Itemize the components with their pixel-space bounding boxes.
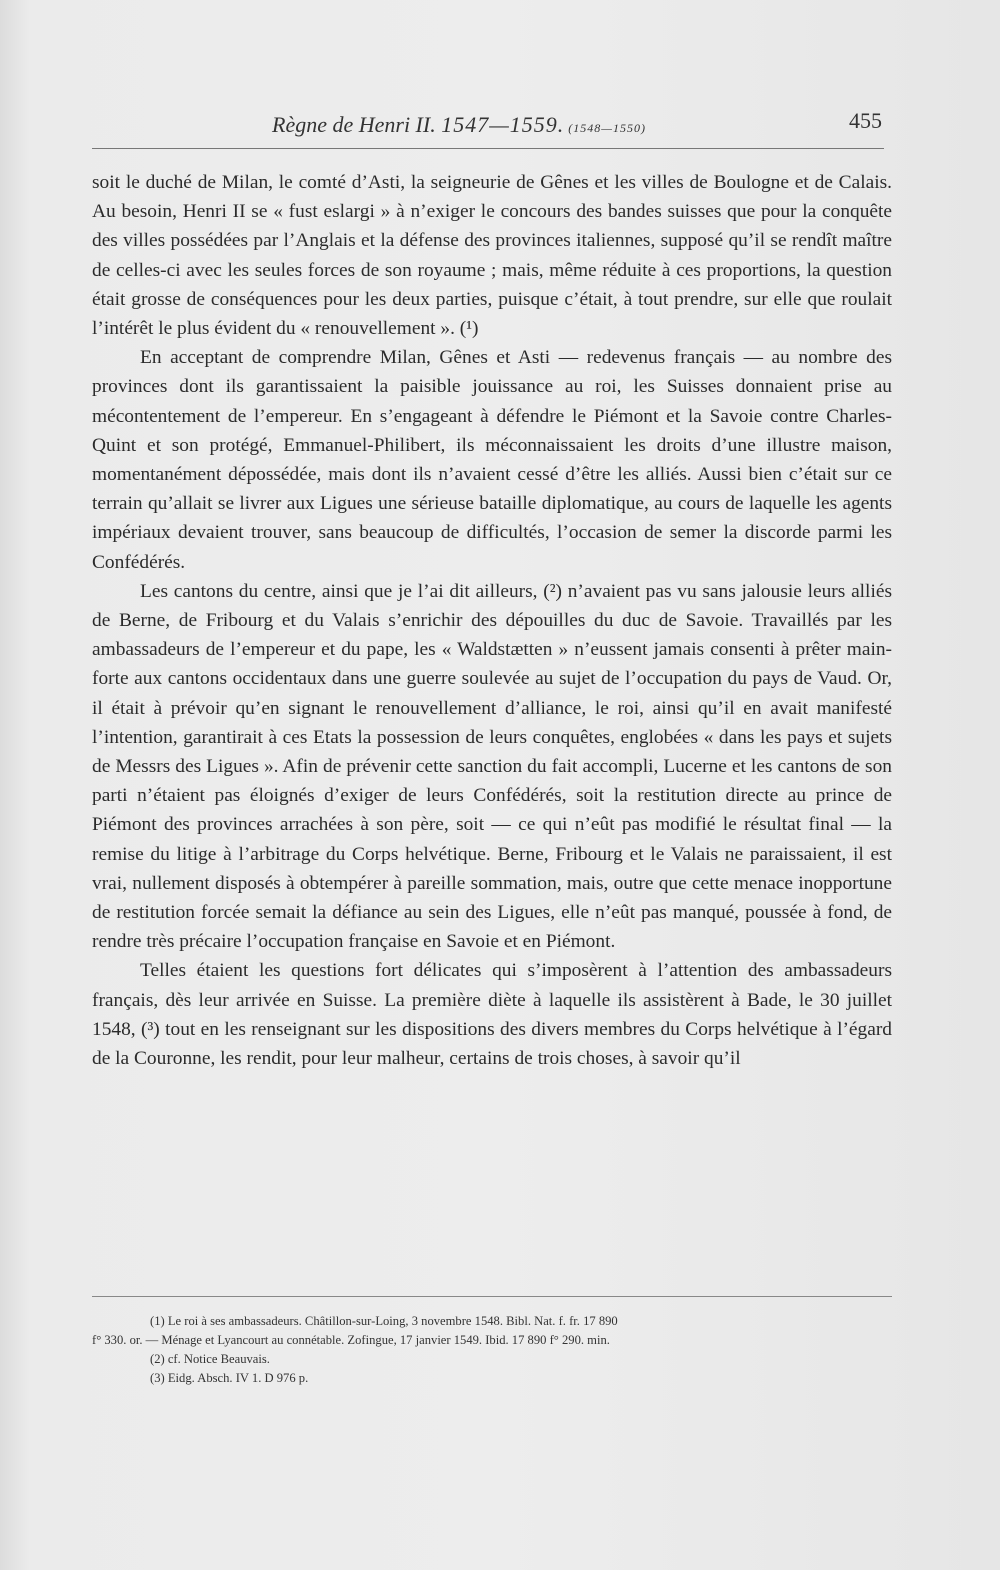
footnotes (92, 1312, 910, 1388)
footnote-rule (92, 1296, 892, 1297)
page-number: 455 (849, 108, 882, 133)
footnote-1: (1) Le roi à ses ambassadeurs. Châtillon-sur-Loing, 3 novembre 1548. Bibl. Nat. f. fr. 17 890 (150, 1314, 618, 1328)
footnote-2: (2) cf. Notice Beauvais. (150, 1352, 270, 1366)
footnote-3: (3) Eidg. Absch. IV 1. D 976 p. (150, 1371, 309, 1385)
body-text (92, 168, 892, 1073)
running-title-years: 1547—1559. (441, 112, 565, 137)
header-rule (92, 148, 884, 149)
page-header (92, 104, 882, 144)
running-title-range: (1548—1550) (564, 121, 646, 135)
paragraph-3: Les cantons du centre, ainsi que je l’ai dit ailleurs, (²) n’avaient pas vu sans jalousie leurs alliés de Berne, de Fribourg et du Valais s’enrichir des dépouilles du duc de Savoie. Travaillés par les ambassadeurs de l’empereur et du pape, les « Waldstætten » n’eussent jamais consenti à prêter main-forte aux cantons occidentaux dans une guerre soulevée au sujet de l’occupation du pays de Vaud. Or, il était à prévoir qu’en signant le renouvellement d’alliance, le roi, ainsi qu’il en avait manifesté l’intention, garantirait à ces Etats la possession de leurs conquêtes, englobées « dans les pays et sujets de Messrs des Ligues ». Afin de prévenir cette sanction du fait accompli, Lucerne et les cantons de son parti n’étaient pas éloignés d’exiger de leurs Confédérés, soit la restitution directe au prince de Piémont des provinces arrachées à son père, soit — ce qui n’eût pas modifié le résultat final — la remise du litige à l’arbitrage du Corps helvétique. Berne, Fribourg et le Valais ne paraissaient, il est vrai, nullement disposés à obtempérer à pareille sommation, mais, outre que cette menace inopportune de restitution forcée semait la défiance au sein des Ligues, elle n’eût pas manqué, poussée à fond, de rendre très précaire l’occupation française en Savoie et en Piémont. (92, 580, 892, 953)
paragraph-4: Telles étaient les questions fort délicates qui s’imposèrent à l’attention des ambassadeurs français, dès leur arrivée en Suisse. La première diète à laquelle ils assistèrent à Bade, le 30 juillet 1548, (³) tout en les renseignant sur les dispositions des divers membres du Corps helvétique à l’égard de la Couronne, les rendit, pour leur malheur, certains de trois choses, à savoir qu’il (92, 960, 892, 1070)
running-title (272, 112, 646, 138)
footnote-1-continuation: f° 330. or. — Ménage et Lyancourt au connétable. Zofingue, 17 janvier 1549. Ibid. 17 890 f° 290. min. (92, 1333, 610, 1347)
running-title-main: Règne de Henri II. (272, 112, 442, 137)
paragraph-2: En acceptant de comprendre Milan, Gênes et Asti — redevenus français — au nombre des provinces dont ils garantissaient la paisible jouissance au roi, les Suisses donnaient prise au mécontentement de l’empereur. En s’engageant à défendre le Piémont et la Savoie contre Charles-Quint et son protégé, Emmanuel-Philibert, ils méconnaissaient les droits d’une illustre maison, momentanément dépossédée, mais dont ils n’avaient cessé d’être les alliés. Aussi bien c’était sur ce terrain qu’allait se livrer aux Ligues une sérieuse bataille diplomatique, au cours de laquelle les agents impériaux devaient trouver, sans beaucoup de difficultés, l’occasion de semer la discorde parmi les Confédérés. (92, 347, 892, 573)
paragraph-1: soit le duché de Milan, le comté d’Asti, la seigneurie de Gênes et les villes de Boulogne et de Calais. Au besoin, Henri II se « fust eslargi » à n’exiger le concours des bandes suisses que pour la conquête des villes possédées par l’Anglais et la défense des provinces italiennes, supposé qu’il se rendît maître de celles-ci avec les seules forces de son royaume ; mais, même réduite à ces proportions, la question était grosse de conséquences pour les deux parties, puisque c’était, à tout prendre, sur elle que roulait l’intérêt le plus évident du « renouvellement ». (¹) (92, 172, 892, 340)
